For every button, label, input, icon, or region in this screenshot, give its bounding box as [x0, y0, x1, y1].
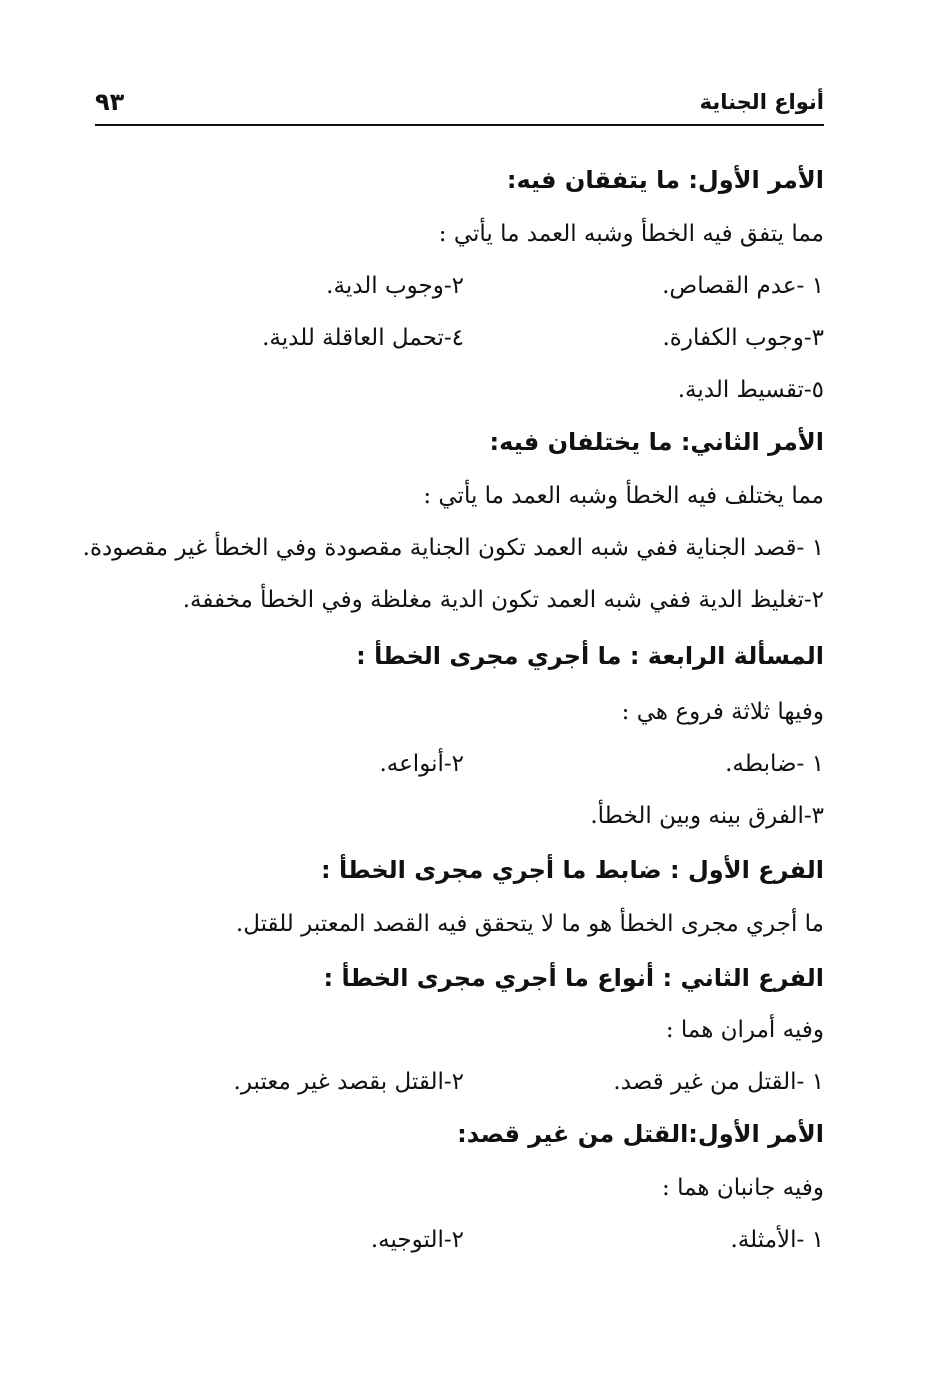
list-item: ١ -ضابطه.: [725, 751, 824, 777]
paragraph-branches-intro: وفيها ثلاثة فروع هي :: [621, 699, 824, 725]
list-item: ٢-التوجيه.: [370, 1227, 464, 1253]
list-item: ١ -القتل من غير قصد.: [613, 1069, 824, 1095]
list-row: [95, 1060, 824, 1104]
heading-difference: الأمر الثاني: ما يختلفان فيه:: [489, 428, 824, 456]
list-item: ٢-تغليظ الدية ففي شبه العمد تكون الدية مغلظة وفي الخطأ مخففة.: [182, 587, 824, 613]
heading-unintentional-killing: الأمر الأول:القتل من غير قصد:: [457, 1120, 824, 1148]
heading-first-branch: الفرع الأول : ضابط ما أجري مجرى الخطأ :: [321, 856, 824, 884]
heading-second-branch: الفرع الثاني : أنواع ما أجري مجرى الخطأ :: [323, 964, 824, 992]
list-item: ٤-تحمل العاقلة للدية.: [262, 325, 464, 351]
paragraph-difference-intro: مما يختلف فيه الخطأ وشبه العمد ما يأتي :: [423, 483, 824, 509]
page-number: ٩٣: [95, 88, 125, 116]
list-item: ١ -قصد الجناية ففي شبه العمد تكون الجناية مقصودة وفي الخطأ غير مقصودة.: [82, 535, 824, 561]
list-row: [95, 264, 824, 308]
list-item: ٢-القتل بقصد غير معتبر.: [233, 1069, 464, 1095]
heading-fourth-issue: المسألة الرابعة : ما أجري مجرى الخطأ :: [356, 642, 824, 670]
list-item: ١ -عدم القصاص.: [662, 273, 824, 299]
list-item: ٢-وجوب الدية.: [326, 273, 464, 299]
paragraph-two-aspects-intro: وفيه جانبان هما :: [662, 1175, 824, 1201]
list-item: ١ -الأمثلة.: [730, 1227, 824, 1253]
running-header: [95, 88, 824, 126]
list-item: ٢-أنواعه.: [379, 751, 464, 777]
list-item: ٣-وجوب الكفارة.: [662, 325, 824, 351]
paragraph-two-matters-intro: وفيه أمران هما :: [665, 1017, 824, 1043]
paragraph-definition: ما أجري مجرى الخطأ هو ما لا يتحقق فيه القصد المعتبر للقتل.: [235, 911, 824, 937]
paragraph-agreement-intro: مما يتفق فيه الخطأ وشبه العمد ما يأتي :: [438, 221, 824, 247]
header-title: أنواع الجناية: [699, 90, 824, 114]
list-item: ٥-تقسيط الدية.: [677, 377, 824, 403]
list-row: [95, 1218, 824, 1262]
list-item: ٣-الفرق بينه وبين الخطأ.: [590, 803, 824, 829]
heading-agreement: الأمر الأول: ما يتفقان فيه:: [506, 166, 824, 194]
list-row: [95, 742, 824, 786]
list-row: [95, 316, 824, 360]
